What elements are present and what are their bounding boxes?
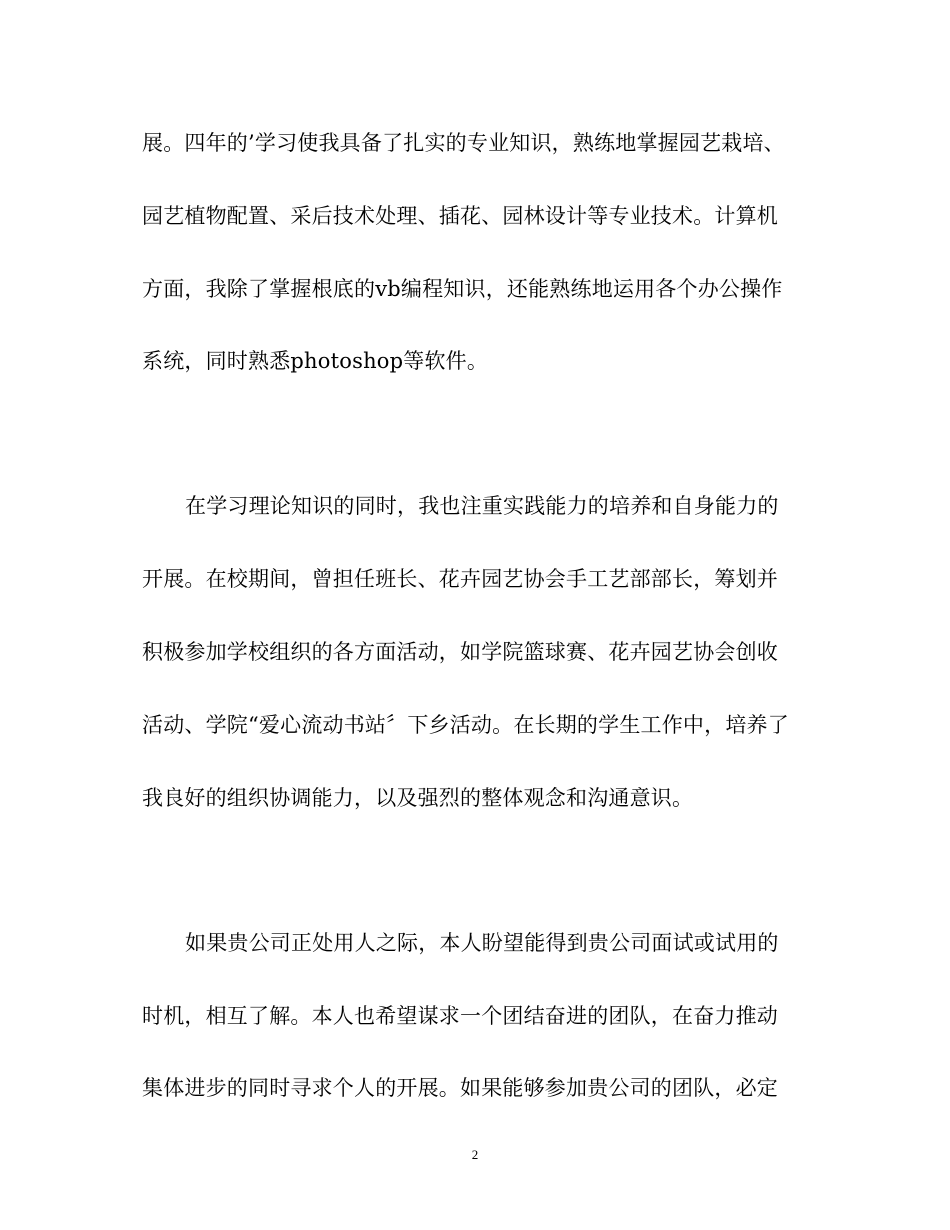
- paragraph-2-line-2: 开展。在校期间，曾担任班长、花卉园艺协会手工艺部部长，筹划并: [142, 567, 778, 591]
- paragraph-1-line-4: 系统，同时熟悉photoshop等软件。: [142, 349, 489, 373]
- page-number: 2: [471, 1147, 479, 1162]
- paragraph-3-line-1: 如果贵公司正处用人之际，本人盼望能得到贵公司面试或试用的: [185, 931, 779, 955]
- paragraph-2-line-5: 我良好的组织协调能力，以及强烈的整体观念和沟通意识。: [142, 786, 694, 810]
- paragraph-1-line-2: 园艺植物配置、采后技术处理、插花、园林设计等专业技术。计算机: [142, 204, 778, 228]
- paragraph-2-line-3: 积极参加学校组织的各方面活动，如学院篮球赛、花卉园艺协会创收: [142, 640, 778, 664]
- paragraph-2-line-4: 活动、学院“爱心流动书站〞下乡活动。在长期的学生工作中，培养了: [142, 713, 789, 737]
- paragraph-2-line-1: 在学习理论知识的同时，我也注重实践能力的培养和自身能力的: [185, 494, 779, 518]
- paragraph-1-line-1: 展。四年的’学习使我具备了扎实的专业知识，熟练地掌握园艺栽培、: [142, 131, 785, 155]
- paragraph-3-line-3: 集体进步的同时寻求个人的开展。如果能够参加贵公司的团队，必定: [142, 1076, 778, 1100]
- paragraph-3-line-2: 时机，相互了解。本人也希望谋求一个团结奋进的团队，在奋力推动: [142, 1004, 778, 1028]
- paragraph-1-line-3: 方面，我除了掌握根底的vb编程知识，还能熟练地运用各个办公操作: [142, 277, 783, 301]
